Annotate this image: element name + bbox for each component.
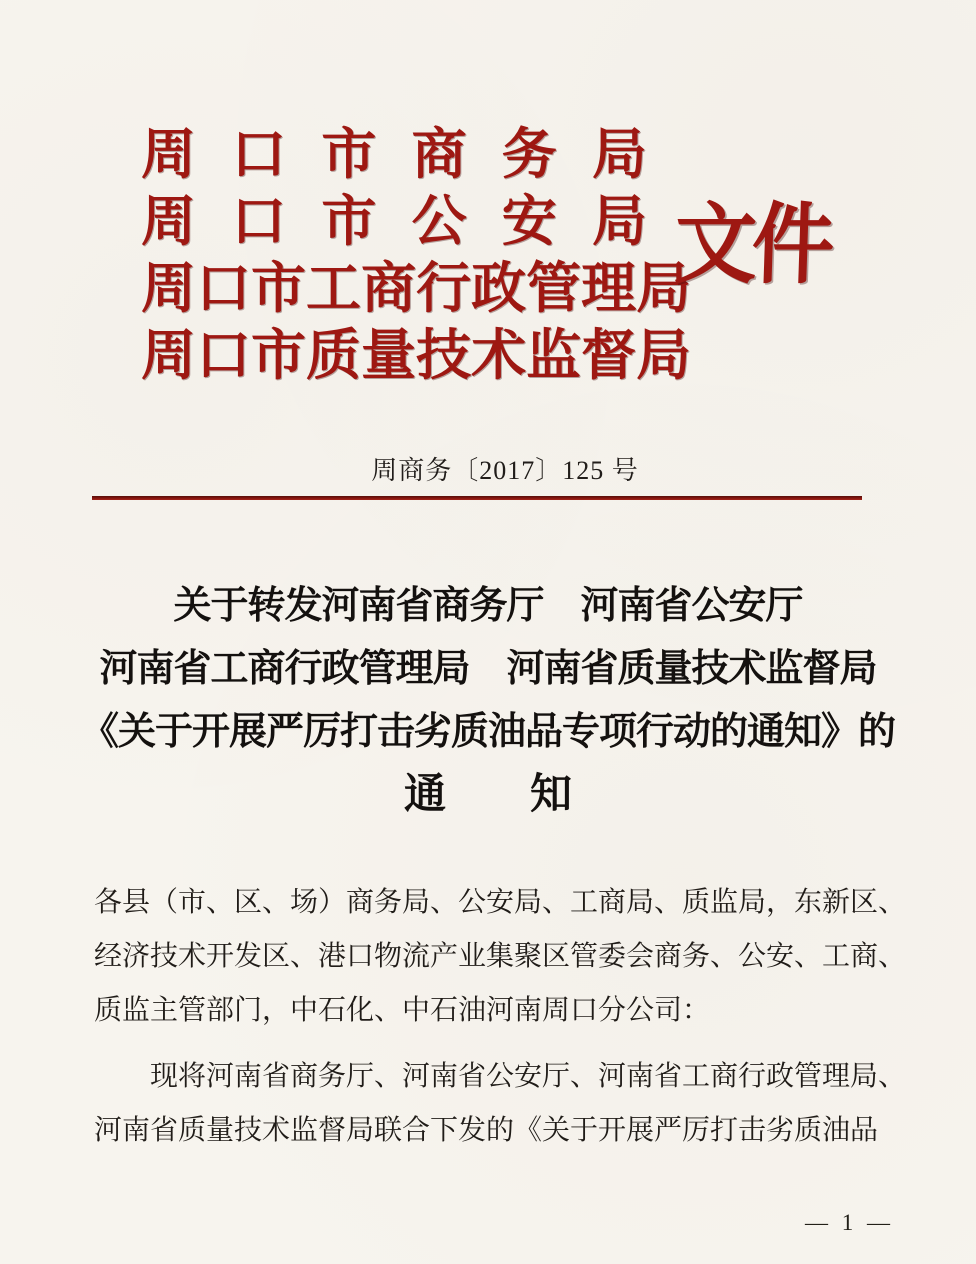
recipients-line-3: 质监主管部门，中石化、中石油河南周口分公司： (94, 995, 711, 1026)
title-line-2: 河南省工商行政管理局 河南省质量技术监督局 (99, 648, 877, 690)
body-paragraph-line-1: 现将河南省商务厅、河南省公安厅、河南省工商行政管理局、 (150, 1061, 907, 1092)
document-body (94, 876, 914, 1158)
recipients-line-2: 经济技术开发区、港口物流产业集聚区管委会商务、公安、工商、 (94, 941, 907, 972)
agency-name-commerce-bureau: 周 口 市 商 务 局 (141, 124, 647, 185)
body-paragraph-line-2: 河南省质量技术监督局联合下发的《关于开展严厉打击劣质油品 (94, 1115, 879, 1146)
document-title (40, 575, 936, 826)
title-line-3: 《关于开展严厉打击劣质油品专项行动的通知》的 (80, 711, 895, 753)
agency-name-block (141, 121, 692, 389)
title-line-1: 关于转发河南省商务厅 河南省公安厅 (173, 585, 803, 627)
recipients-line-1: 各县（市、区、场）商务局、公安局、工商局、质监局，东新区、 (94, 887, 907, 918)
title-line-notice: 通 知 (403, 772, 572, 818)
recipients-paragraph (94, 876, 914, 1038)
agency-name-quality-technical-supervision-bureau: 周 口 市 质 量 技 术 监 督 局 (141, 325, 692, 386)
letterhead-divider-rule (92, 496, 862, 500)
document-reference-number: 周商务〔2017〕125 号 (371, 456, 639, 485)
document-type-label: 文件 (672, 197, 831, 295)
agency-name-public-security-bureau: 周 口 市 公 安 局 (141, 191, 647, 252)
page-number: — 1 — (805, 1210, 894, 1235)
agency-name-industry-commerce-administration: 周 口 市 工 商 行 政 管 理 局 (141, 258, 692, 319)
body-paragraph (94, 1050, 914, 1158)
